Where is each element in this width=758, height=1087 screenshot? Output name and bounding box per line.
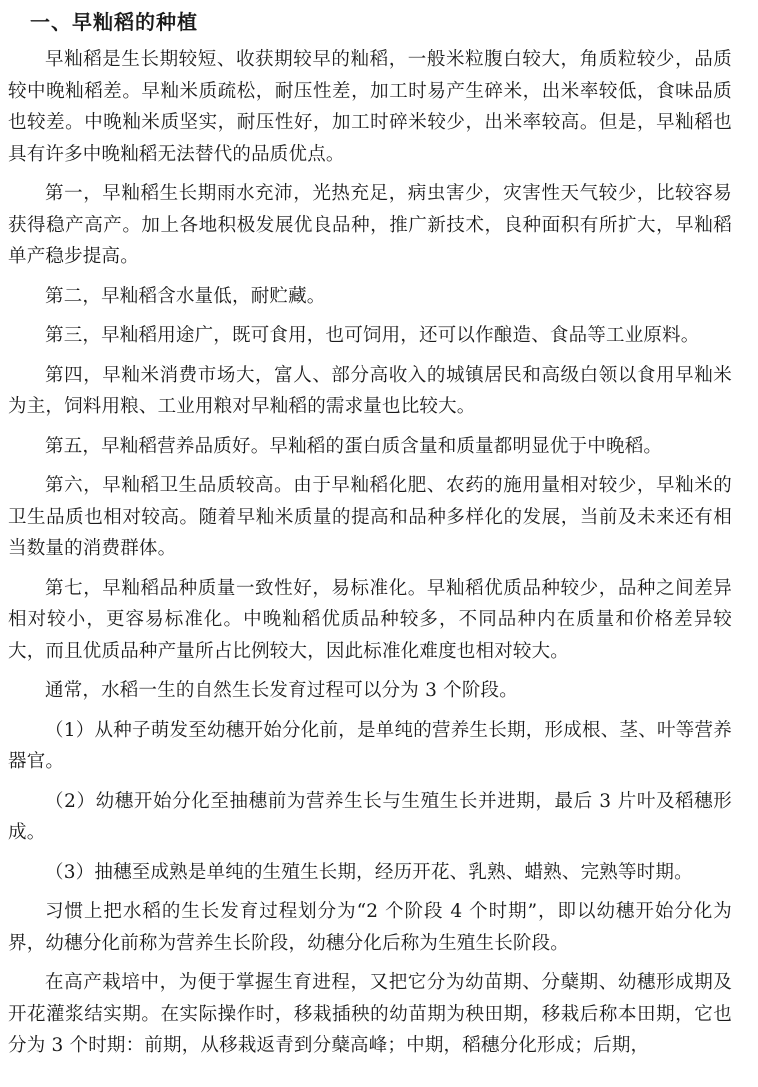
paragraph-stage-2: （2）幼穗开始分化至抽穗前为营养生长与生殖生长并进期，最后 3 片叶及稻穗形成。 — [8, 790, 732, 843]
paragraph-stage-1: （1）从种子萌发至幼穗开始分化前，是单纯的营养生长期，形成根、茎、叶等营养器官。 — [8, 719, 732, 772]
body-text — [8, 44, 732, 1062]
paragraph-point-1: 第一，早籼稻生长期雨水充沛，光热充足，病虫害少，灾害性天气较少，比较容易获得稳产高产。加上各地积极发展优良品种，推广新技术，良种面积有所扩大，早籼稻单产稳步提高。 — [8, 183, 732, 267]
paragraph-intro: 早籼稻是生长期较短、收获期较早的籼稻，一般米粒腹白较大，角质粒较少，品质较中晚籼稻差。早籼米质疏松，耐压性差，加工时易产生碎米，出米率较低，食味品质也较差。中晚籼米质坚实，耐压性好，加工时碎米较少，出米率较高。但是，早籼稻也具有许多中晚籼稻无法替代的品质优点。 — [8, 49, 732, 165]
section-heading: 一、早籼稻的种植 — [30, 10, 198, 34]
paragraph-stages-intro: 通常，水稻一生的自然生长发育过程可以分为 3 个阶段。 — [45, 680, 518, 701]
paragraph-point-7: 第七，早籼稻品种质量一致性好，易标准化。早籼稻优质品种较少，品种之间差异相对较小，更容易标准化。中晚籼稻优质品种较多，不同品种内在质量和价格差异较大，而且优质品种产量所占比例较大，因此标准化难度也相对较大。 — [8, 577, 732, 662]
paragraph-high-yield: 在高产栽培中，为便于掌握生育进程，又把它分为幼苗期、分蘖期、幼穗形成期及开花灌浆结实期。在实际操作时，移栽插秧的幼苗期为秧田期，移栽后称本田期，它也分为 3 个时期：前期，从移栽返青到分蘖高峰；中期，稻穗分化形成；后期， — [8, 972, 732, 1056]
paragraph-stage-3: （3）抽穗至成熟是单纯的生殖生长期，经历开花、乳熟、蜡熟、完熟等时期。 — [45, 861, 693, 883]
paragraph-point-4: 第四，早籼米消费市场大，富人、部分高收入的城镇居民和高级白领以食用早籼米为主，饲料用粮、工业用粮对早籼稻的需求量也比较大。 — [8, 364, 732, 417]
paragraph-point-5: 第五，早籼稻营养品质好。早籼稻的蛋白质含量和质量都明显优于中晚稻。 — [45, 435, 663, 457]
paragraph-point-2: 第二，早籼稻含水量低，耐贮藏。 — [45, 285, 326, 307]
paragraph-convention: 习惯上把水稻的生长发育过程划分为“2 个阶段 4 个时期”，即以幼穗开始分化为界，幼穗分化前称为营养生长阶段，幼穗分化后称为生殖生长阶段。 — [8, 901, 732, 954]
paragraph-point-6: 第六，早籼稻卫生品质较高。由于早籼稻化肥、农药的施用量相对较少，早籼米的卫生品质也相对较高。随着早籼米质量的提高和品种多样化的发展，当前及未来还有相当数量的消费群体。 — [8, 475, 732, 559]
paragraph-point-3: 第三，早籼稻用途广，既可食用，也可饲用，还可以作酿造、食品等工业原料。 — [45, 325, 700, 346]
